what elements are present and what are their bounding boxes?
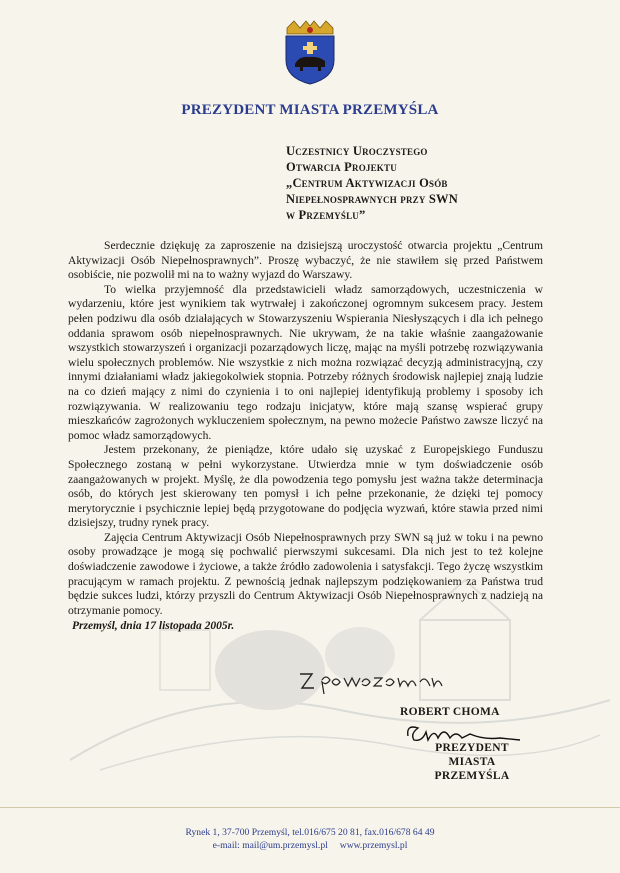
office-title: PREZYDENT MIASTA PRZEMYŚLA: [181, 102, 439, 118]
footer: [0, 826, 620, 852]
recipient-line: Niepełnosprawnych przy SWN: [286, 192, 458, 206]
body-paragraph: To wielka przyjemność dla przedstawicieli władz samorządowych, uczestniczenia w wydarzeniu, które jest wynikiem tak wytrwałej i zakończonej ogromnym sukcesem pracy. Jestem pełen podziwu dla osób działających w Stowarzyszeniu Wspierania Niesłyszących i dla ich pełnego oddania sprawom osób niepełnosprawnych. Nie ukrywam, że na takie właśnie zaangażowanie wszystkich stowarzyszeń i organizacji pozarządowych liczę, mając na myśli potrzebę rozwiązywania wielu społecznych problemów. Nie wszystkie z nich można rozwiązać decyzją administracyjną, czy innymi działaniami władz jakiegokolwiek stopnia. Potrzeby różnych środowisk najlepiej znają ludzie na co dzień mający z nimi do czynienia i to oni najlepiej identyfikują problemy i sposoby ich rozwiązywania. W realizowaniu tego rodzaju inicjatyw, które mają szansę wspierać grupy mieszkańców zagrożonych wykluczeniem społecznym, na pewno możecie Państwo zawsze liczyć na pomoc władz samorządowych.: [68, 282, 543, 442]
recipient-block: [286, 143, 586, 223]
handwritten-regards: [296, 666, 446, 696]
footer-contact: e-mail: mail@um.przemysl.pl www.przemysl.pl: [212, 840, 408, 851]
signer-title: [412, 741, 532, 783]
letter-body: [68, 239, 543, 618]
recipient-line: „Centrum Aktywizacji Osób: [286, 176, 448, 190]
footer-divider: [0, 807, 620, 808]
recipient-line: w Przemyślu”: [286, 208, 366, 222]
place-date: Przemyśl, dnia 17 listopada 2005r.: [72, 620, 235, 632]
signer-title-line: MIASTA PRZEMYŚLA: [434, 756, 510, 782]
footer-address: Rynek 1, 37-700 Przemyśl, tel.016/675 20 81, fax.016/678 64 49: [185, 827, 435, 838]
recipient-line: Otwarcia Projektu: [286, 160, 397, 174]
signer-title-line: PREZYDENT: [435, 742, 509, 754]
recipient-line: Uczestnicy Uroczystego: [286, 144, 428, 158]
signer-name: ROBERT CHOMA: [400, 706, 500, 718]
city-coat-of-arms-icon: [281, 20, 339, 86]
body-paragraph: Zajęcia Centrum Aktywizacji Osób Niepełnosprawnych przy SWN są już w toku i na pewno osoby prowadzące je mogą się pochwalić pierwszymi sukcesami. Dla nich jest to też kolejne doświadczenie zawodowe i życiowe, a także źródło zadowolenia i satysfakcji. Tego życzę wszystkim pracującym w ramach projektu. Z pewnością jednak najlepszym podziękowaniem za Państwa trud będzie sukces ludzi, którzy przyszli do Centrum Aktywizacji Osób Niepełnosprawnych z nadzieją na otrzymanie pomocy.: [68, 530, 543, 617]
body-paragraph: Serdecznie dziękuję za zaproszenie na dzisiejszą uroczystość otwarcia projektu „Centrum Aktywizacji Osób Niepełnosprawnych”. Proszę wybaczyć, że nie stawiłem się przed Państwem osobiście, nie pozwolił mi na to ważny wyjazd do Warszawy.: [68, 239, 543, 282]
body-paragraph: Jestem przekonany, że pieniądze, które udało się uzyskać z Europejskiego Funduszu Społecznego zostaną w pełni wykorzystane. Utwierdza mnie w tym doświadczenie osób zaangażowanych w projekt. Myślę, że dla powodzenia tego pomysłu jest ważna także determinacja osób, do których jest skierowany ten pomysł i ich pełne przekonanie, że dzięki tej pomocy merytorycznie i psychicznie lepiej będą przygotowane do podjęcia wyzwań, które stawia przed nimi dzisiejszy, trudny rynek pracy.: [68, 443, 543, 530]
